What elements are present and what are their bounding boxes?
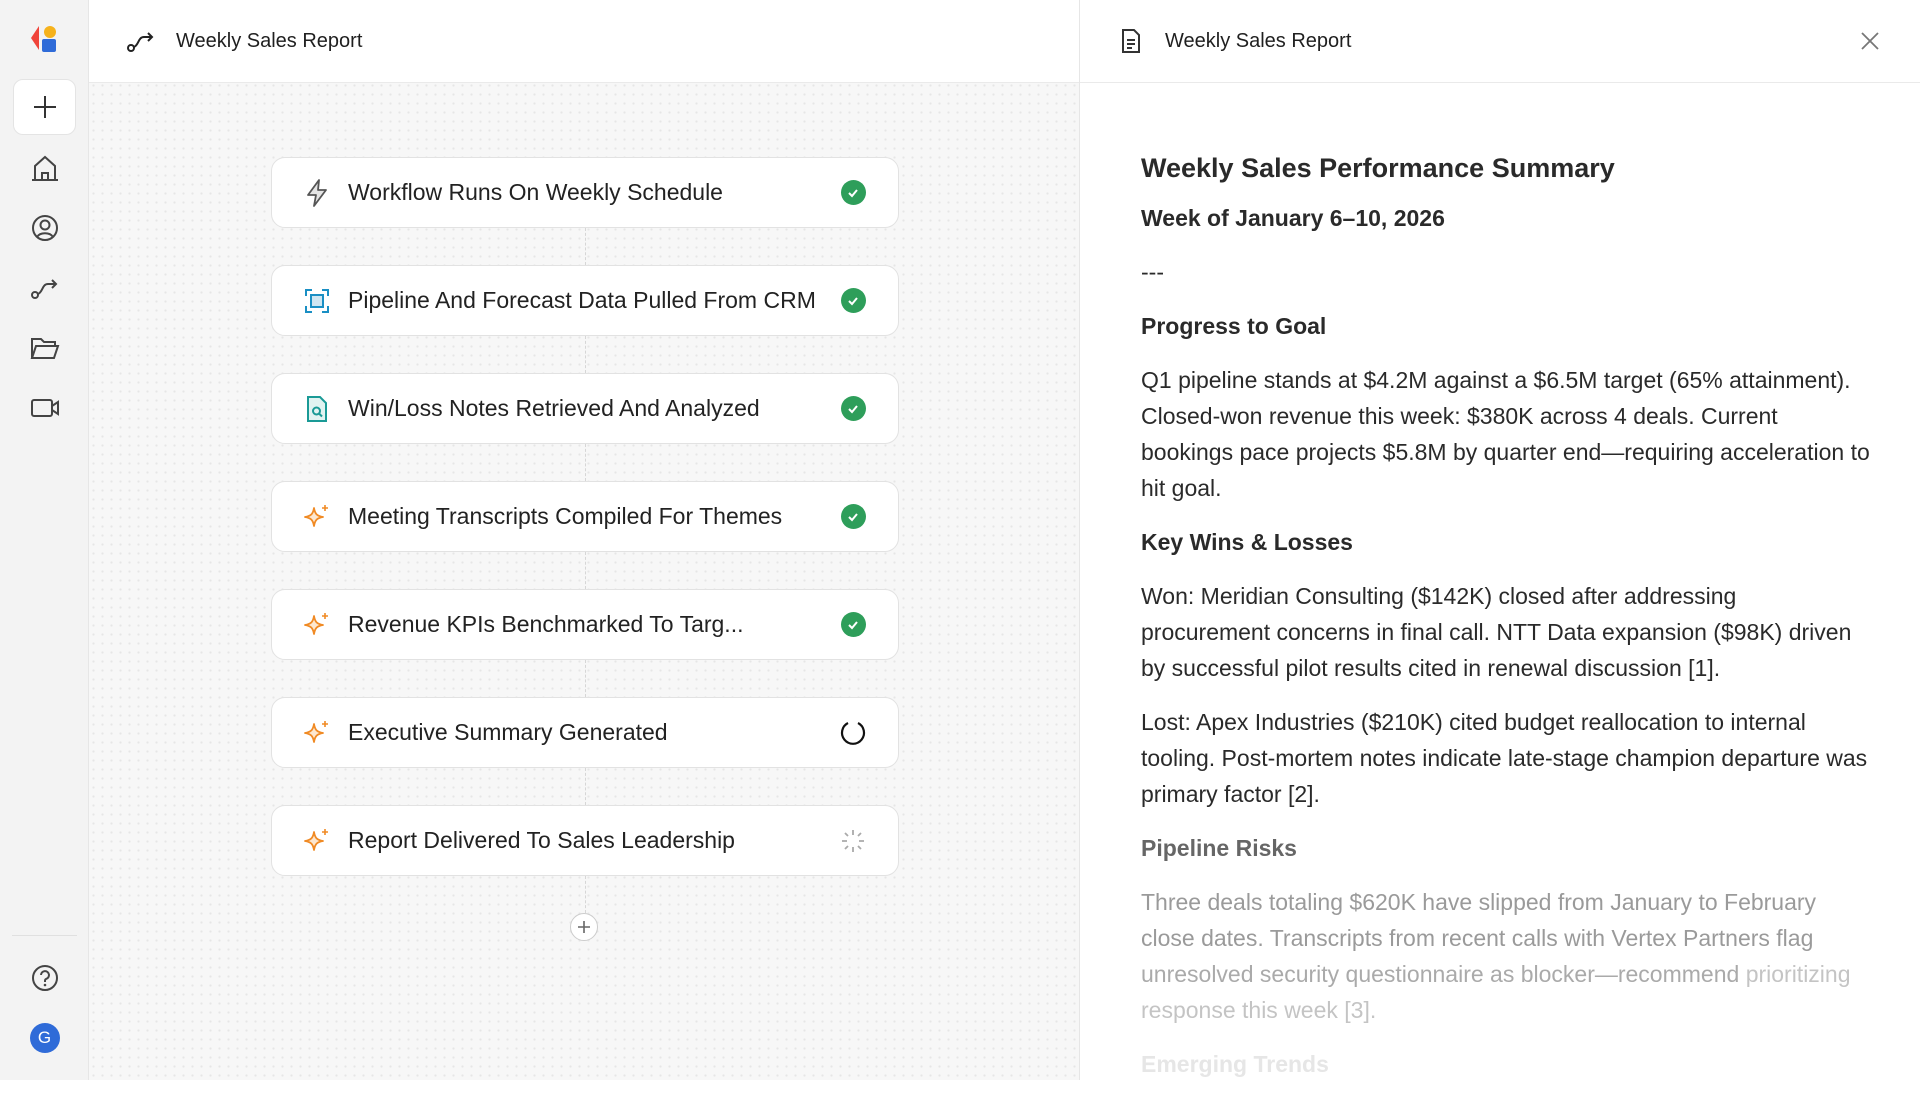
- report-header: [1080, 0, 1920, 83]
- user-avatar[interactable]: [13, 1010, 76, 1066]
- workflow-header: [89, 0, 1079, 83]
- workflow-step[interactable]: [271, 481, 899, 552]
- workflow-step[interactable]: [271, 805, 899, 876]
- check-icon: [841, 612, 866, 637]
- section-title: Pipeline Risks: [1141, 835, 1297, 861]
- step-label: Revenue KPIs Benchmarked To Targ...: [348, 611, 744, 637]
- paragraph: prioritizing response this week [3].: [1141, 961, 1851, 1023]
- sparkle-icon: [302, 503, 332, 531]
- connector: [585, 660, 586, 697]
- connector: [585, 876, 586, 913]
- sidebar-item-recordings[interactable]: [13, 380, 76, 436]
- sidebar-item-home[interactable]: [13, 140, 76, 196]
- step-label: Report Delivered To Sales Leadership: [348, 827, 735, 853]
- sparkle-icon: [302, 611, 332, 639]
- report-week: Week of January 6–10, 2026: [1141, 205, 1445, 231]
- workflow-step[interactable]: [271, 265, 899, 336]
- connector: [585, 768, 586, 805]
- lightning-icon: [302, 178, 332, 208]
- workflow-icon: [30, 276, 60, 300]
- workflow-step[interactable]: [271, 373, 899, 444]
- video-icon: [30, 397, 60, 419]
- connector: [585, 444, 586, 481]
- step-status: [838, 504, 868, 529]
- step-status: [838, 612, 868, 637]
- paragraph: unresolved security questionnaire as blocker—recommend: [1141, 961, 1740, 987]
- report-heading: Weekly Sales Performance Summary: [1141, 153, 1615, 183]
- check-icon: [841, 288, 866, 313]
- workflow-step[interactable]: [271, 697, 899, 768]
- workflow-step[interactable]: [271, 157, 899, 228]
- spinner-icon: [840, 828, 866, 854]
- check-icon: [841, 396, 866, 421]
- workflow-canvas: [89, 0, 1079, 1080]
- paragraph: Three deals totaling $620K have slipped from January to February close dates. Transcripts from recent calls with Vertex Partners flag: [1141, 889, 1817, 951]
- paragraph: Won: Meridian Consulting ($142K) closed after addressing procurement concerns in final call. NTT Data expansion ($98K) driven by successful pilot results cited in renewal discussion [1].: [1141, 583, 1852, 681]
- close-icon[interactable]: [1860, 31, 1880, 51]
- workflow-icon: [126, 29, 156, 53]
- loading-ring-icon: [839, 719, 867, 747]
- user-circle-icon: [31, 214, 59, 242]
- sparkle-icon: [302, 827, 332, 855]
- sidebar-item-files[interactable]: [13, 320, 76, 376]
- folder-icon: [30, 336, 60, 360]
- avatar: G: [30, 1023, 60, 1053]
- section-title: Key Wins & Losses: [1141, 529, 1353, 555]
- connector: [585, 228, 586, 265]
- step-status: [838, 288, 868, 313]
- home-icon: [30, 154, 60, 182]
- paragraph: Q1 pipeline stands at $4.2M against a $6.5M target (65% attainment). Closed-won revenue this week: $380K across 4 deals. Current bookings pace projects $5.8M by quarter end—requiring acceleration to hit goal.: [1141, 367, 1870, 501]
- plus-icon: [577, 920, 591, 934]
- workflow-title: Weekly Sales Report: [176, 29, 363, 52]
- step-label: Workflow Runs On Weekly Schedule: [348, 179, 723, 205]
- step-status: [838, 396, 868, 421]
- workflow-step[interactable]: [271, 589, 899, 660]
- separator: ---: [1141, 259, 1164, 285]
- report-content: [1141, 150, 1871, 1100]
- report-title: Weekly Sales Report: [1165, 29, 1352, 52]
- section-title: Progress to Goal: [1141, 313, 1327, 339]
- sparkle-icon: [302, 719, 332, 747]
- step-label: Meeting Transcripts Compiled For Themes: [348, 503, 783, 529]
- sidebar-divider: [12, 935, 77, 936]
- step-status: [838, 828, 868, 854]
- document-search-icon: [302, 395, 332, 423]
- report-panel: [1079, 0, 1920, 1080]
- step-label: Win/Loss Notes Retrieved And Analyzed: [348, 395, 760, 421]
- step-status: [838, 180, 868, 205]
- paragraph: Lost: Apex Industries ($210K) cited budget reallocation to internal tooling. Post-mortem notes indicate late-stage champion departure was primary factor [2].: [1141, 709, 1868, 807]
- help-icon: [31, 964, 59, 992]
- step-status: [838, 719, 868, 747]
- connector: [585, 552, 586, 589]
- plus-icon: [32, 94, 58, 120]
- document-icon: [1120, 28, 1142, 54]
- sidebar: [0, 0, 89, 1080]
- step-label: Pipeline And Forecast Data Pulled From CRM: [348, 287, 816, 313]
- connector: [585, 336, 586, 373]
- help-button[interactable]: [13, 950, 76, 1006]
- new-button[interactable]: [13, 79, 76, 135]
- step-label: Executive Summary Generated: [348, 719, 668, 745]
- scan-icon: [302, 288, 332, 314]
- check-icon: [841, 504, 866, 529]
- section-title: Emerging Trends: [1141, 1051, 1329, 1077]
- sidebar-item-workflows[interactable]: [13, 260, 76, 316]
- sidebar-item-account[interactable]: [13, 200, 76, 256]
- app-logo[interactable]: [29, 24, 61, 61]
- check-icon: [841, 180, 866, 205]
- add-step-button[interactable]: [570, 913, 598, 941]
